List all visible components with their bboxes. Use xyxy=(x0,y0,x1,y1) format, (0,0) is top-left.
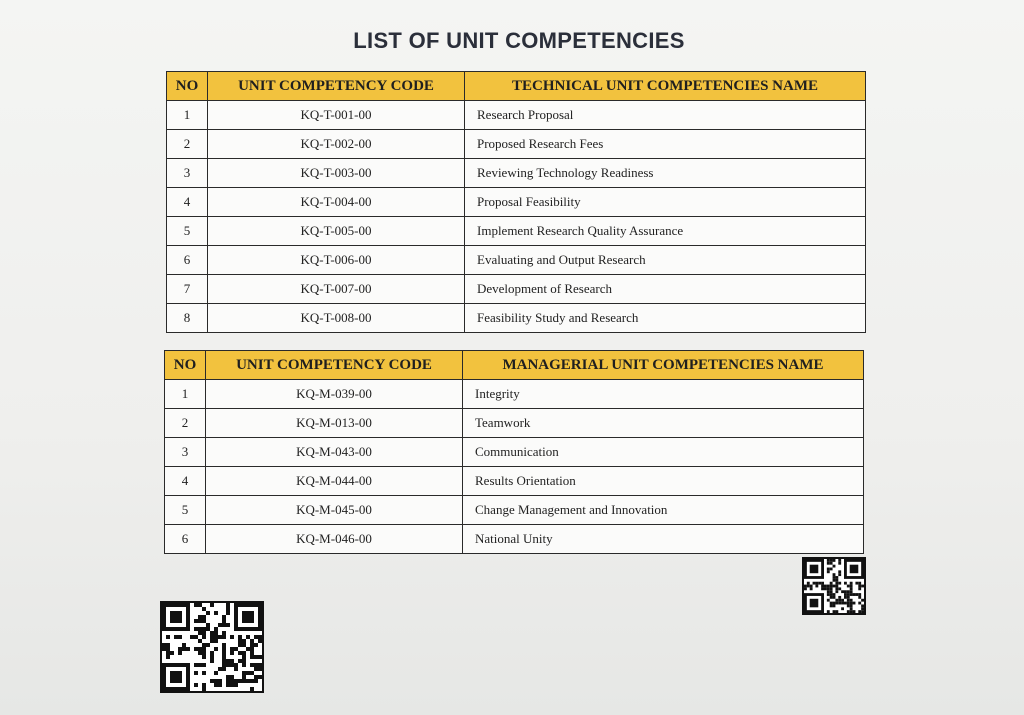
header-name: MANAGERIAL UNIT COMPETENCIES NAME xyxy=(463,351,864,380)
table-row xyxy=(167,101,866,130)
competency-name: Evaluating and Output Research xyxy=(465,246,866,275)
qr-code-icon xyxy=(802,557,866,615)
row-number: 5 xyxy=(167,217,208,246)
competency-name: Proposed Research Fees xyxy=(465,130,866,159)
competency-code: KQ-M-013-00 xyxy=(206,409,463,438)
row-number: 4 xyxy=(165,467,206,496)
qr-code-icon xyxy=(160,601,264,693)
competency-name: National Unity xyxy=(463,525,864,554)
row-number: 3 xyxy=(165,438,206,467)
competency-code: KQ-T-007-00 xyxy=(208,275,465,304)
row-number: 6 xyxy=(167,246,208,275)
competency-code: KQ-M-046-00 xyxy=(206,525,463,554)
row-number: 5 xyxy=(165,496,206,525)
header-name: TECHNICAL UNIT COMPETENCIES NAME xyxy=(465,72,866,101)
table-row xyxy=(165,467,864,496)
row-number: 4 xyxy=(167,188,208,217)
competency-code: KQ-M-045-00 xyxy=(206,496,463,525)
table-row xyxy=(165,380,864,409)
managerial-competencies-table xyxy=(164,350,864,554)
table-row xyxy=(165,438,864,467)
row-number: 2 xyxy=(167,130,208,159)
row-number: 3 xyxy=(167,159,208,188)
header-code: UNIT COMPETENCY CODE xyxy=(208,72,465,101)
table-row xyxy=(167,246,866,275)
competency-name: Feasibility Study and Research xyxy=(465,304,866,333)
table-row xyxy=(165,409,864,438)
competency-code: KQ-T-004-00 xyxy=(208,188,465,217)
competency-name: Teamwork xyxy=(463,409,864,438)
competency-code: KQ-T-001-00 xyxy=(208,101,465,130)
page-title: LIST OF UNIT COMPETENCIES xyxy=(353,28,685,53)
competency-code: KQ-T-003-00 xyxy=(208,159,465,188)
table-row xyxy=(167,159,866,188)
row-number: 1 xyxy=(165,380,206,409)
table-row xyxy=(167,188,866,217)
competency-code: KQ-M-039-00 xyxy=(206,380,463,409)
competency-name: Results Orientation xyxy=(463,467,864,496)
table-row xyxy=(167,275,866,304)
row-number: 7 xyxy=(167,275,208,304)
row-number: 8 xyxy=(167,304,208,333)
competency-name: Development of Research xyxy=(465,275,866,304)
table-row xyxy=(165,525,864,554)
header-no: NO xyxy=(165,351,206,380)
table-header-row xyxy=(167,72,866,101)
table-header-row xyxy=(165,351,864,380)
competency-code: KQ-M-044-00 xyxy=(206,467,463,496)
competency-name: Communication xyxy=(463,438,864,467)
row-number: 2 xyxy=(165,409,206,438)
competency-code: KQ-T-002-00 xyxy=(208,130,465,159)
competency-code: KQ-T-008-00 xyxy=(208,304,465,333)
table-row xyxy=(165,496,864,525)
competency-name: Implement Research Quality Assurance xyxy=(465,217,866,246)
table-row xyxy=(167,130,866,159)
header-code: UNIT COMPETENCY CODE xyxy=(206,351,463,380)
competency-code: KQ-T-005-00 xyxy=(208,217,465,246)
competency-name: Proposal Feasibility xyxy=(465,188,866,217)
table-row xyxy=(167,217,866,246)
technical-competencies-table xyxy=(166,71,866,333)
header-no: NO xyxy=(167,72,208,101)
row-number: 6 xyxy=(165,525,206,554)
table-row xyxy=(167,304,866,333)
competency-name: Research Proposal xyxy=(465,101,866,130)
competency-name: Reviewing Technology Readiness xyxy=(465,159,866,188)
competency-code: KQ-T-006-00 xyxy=(208,246,465,275)
competency-name: Change Management and Innovation xyxy=(463,496,864,525)
competency-name: Integrity xyxy=(463,380,864,409)
row-number: 1 xyxy=(167,101,208,130)
competency-code: KQ-M-043-00 xyxy=(206,438,463,467)
